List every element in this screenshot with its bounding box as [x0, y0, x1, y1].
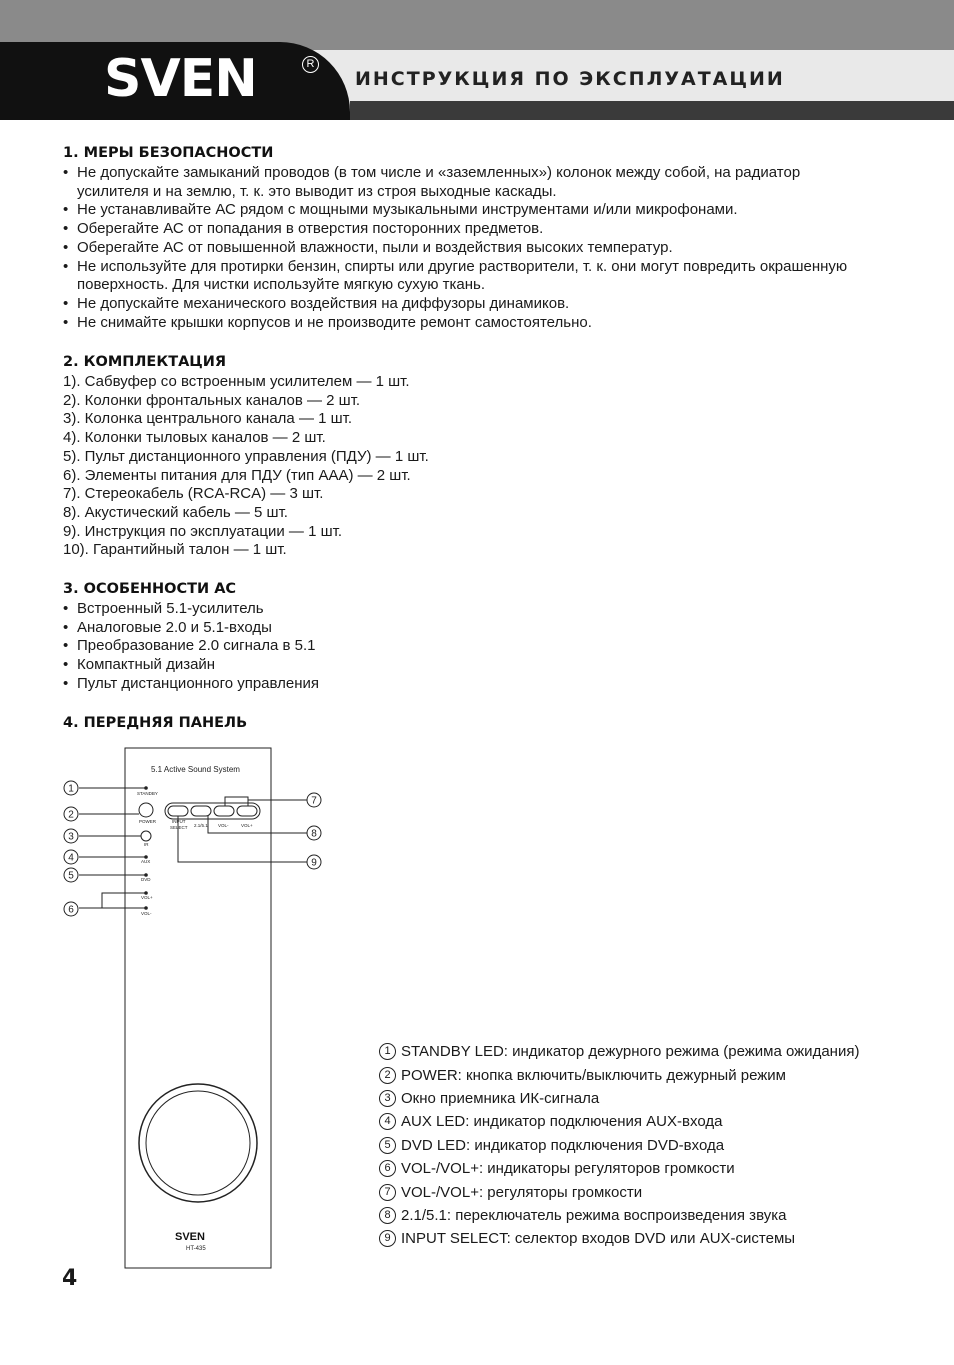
button-group-frame: [165, 803, 260, 819]
front-panel-legend: [379, 1040, 859, 1251]
list-item: • Не устанавливайте АС рядом с мощными музыкальными инструментами и/или микрофонами.: [63, 201, 847, 220]
page-title: ИНСТРУКЦИЯ ПО ЭКСПЛУАТАЦИИ: [355, 68, 785, 90]
panel-model: HT-435: [186, 1246, 206, 1252]
legend-text: Окно приемника ИК-сигнала: [401, 1089, 600, 1107]
list-item: • Не снимайте крышки корпусов и не производите ремонт самостоятельно.: [63, 314, 847, 333]
legend-item: [379, 1227, 859, 1250]
legend-item: [379, 1180, 859, 1203]
standby-led: [144, 786, 148, 790]
legend-number: 7: [379, 1184, 396, 1201]
list-item: • Не допускайте механического воздействия на диффузоры динамиков.: [63, 295, 847, 314]
power-button: [139, 803, 153, 817]
list-item: 9). Инструкция по эксплуатации — 1 шт.: [63, 522, 342, 540]
legend-number: 4: [379, 1113, 396, 1130]
ir-window: [141, 831, 151, 841]
button-vol-minus: [214, 806, 234, 816]
list-item: • Оберегайте АС от попадания в отверстия посторонних предметов.: [63, 220, 847, 239]
legend-text: 2.1/5.1: переключатель режима воспроизведения звука: [401, 1206, 787, 1224]
list-item-continuation: поверхность. Для чистки используйте мягкую сухую ткань.: [77, 276, 486, 294]
panel-title: 5.1 Active Sound System: [151, 765, 240, 774]
legend-item: [379, 1110, 859, 1133]
list-item: 8). Акустический кабель — 5 шт.: [63, 503, 288, 521]
list-item: 2). Колонки фронтальных каналов — 2 шт.: [63, 391, 361, 409]
legend-number: 9: [379, 1230, 396, 1247]
legend-item: [379, 1157, 859, 1180]
list-item: • Компактный дизайн: [63, 656, 319, 675]
label-standby: STANDBY: [137, 791, 158, 796]
legend-text: STANDBY LED: индикатор дежурного режима (режима ожидания): [401, 1043, 860, 1061]
legend-text: VOL-/VOL+: индикаторы регуляторов громкости: [401, 1160, 735, 1178]
callout-6: 6: [68, 904, 74, 916]
section-title-front-panel: 4. ПЕРЕДНЯЯ ПАНЕЛЬ: [63, 715, 248, 731]
label-aux: AUX: [141, 859, 151, 864]
list-item: 7). Стереокабель (RCA-RCA) — 3 шт.: [63, 485, 324, 503]
registered-mark: R: [302, 56, 319, 73]
label-select: SELECT: [170, 825, 188, 830]
legend-number: 8: [379, 1207, 396, 1224]
button-vol-plus: [237, 806, 257, 816]
legend-number: 1: [379, 1043, 396, 1060]
list-item: 1). Сабвуфер со встроенным усилителем — 1 шт.: [63, 373, 410, 390]
list-item: • Встроенный 5.1-усилитель: [63, 600, 319, 619]
label-dvd: DVD: [141, 877, 151, 882]
vol-minus-led: [144, 906, 148, 910]
label-vol-plus: VOL+: [141, 895, 153, 900]
button-mode: [191, 806, 211, 816]
list-item: 10). Гарантийный талон — 1 шт.: [63, 541, 287, 559]
panel-logo: SVEN: [175, 1231, 205, 1243]
label-input: INPUT: [172, 819, 186, 824]
list-item: • Оберегайте АС от повышенной влажности, пыли и воздействия высоких температур.: [63, 239, 847, 258]
legend-text: POWER: кнопка включить/выключить дежурный режим: [401, 1066, 786, 1084]
list-item: • Аналоговые 2.0 и 5.1-входы: [63, 619, 319, 638]
label-btn-vol-minus: VOL-: [218, 823, 229, 828]
legend-item: [379, 1134, 859, 1157]
label-btn-vol-plus: VOL+: [241, 823, 253, 828]
legend-number: 3: [379, 1090, 396, 1107]
section-title-features: 3. ОСОБЕННОСТИ АС: [63, 581, 237, 597]
legend-text: AUX LED: индикатор подключения AUX-входа: [401, 1113, 723, 1131]
legend-item: [379, 1063, 859, 1086]
page-number: 4: [62, 1266, 78, 1291]
list-item: • Не используйте для протирки бензин, спирты или другие растворители, т. к. они могут повредить окрашенную: [63, 258, 847, 277]
list-item: 3). Колонка центрального канала — 1 шт.: [63, 410, 353, 428]
brand-logo: SVEN: [104, 49, 257, 109]
legend-number: 5: [379, 1137, 396, 1154]
legend-text: DVD LED: индикатор подключения DVD-входа: [401, 1136, 725, 1154]
list-item: 4). Колонки тыловых каналов — 2 шт.: [63, 429, 326, 447]
callout-7: 7: [311, 795, 317, 807]
list-item: 5). Пульт дистанционного управления (ПДУ) — 1 шт.: [63, 447, 429, 465]
callout-8: 8: [311, 828, 317, 840]
callout-3: 3: [68, 831, 74, 843]
callout-1: 1: [68, 783, 74, 795]
label-power: POWER: [139, 819, 157, 824]
callout-2: 2: [68, 809, 74, 821]
list-item: • Пульт дистанционного управления: [63, 675, 319, 694]
legend-number: 6: [379, 1160, 396, 1177]
button-input-select: [168, 806, 188, 816]
list-item: • Не допускайте замыканий проводов (в том числе и «заземленных») колонок между собой, на радиатор: [63, 164, 847, 183]
list-item-continuation: усилителя и на землю, т. к. это выводит из строя выходные каскады.: [77, 182, 557, 200]
callout-4: 4: [68, 852, 74, 864]
woofer-inner: [146, 1091, 250, 1195]
woofer-outer: [139, 1084, 257, 1202]
legend-item: [379, 1040, 859, 1063]
label-mode: 2.1/5.1: [194, 823, 208, 828]
legend-item: [379, 1087, 859, 1110]
callouts: [64, 781, 321, 916]
callout-9: 9: [311, 857, 317, 869]
label-vol-minus: VOL-: [141, 911, 152, 916]
callout-5: 5: [68, 870, 74, 882]
legend-text: INPUT SELECT: селектор входов DVD или AUX-системы: [401, 1230, 796, 1248]
legend-text: VOL-/VOL+: регуляторы громкости: [401, 1183, 643, 1201]
section-title-contents: 2. КОМПЛЕКТАЦИЯ: [63, 354, 227, 370]
list-item: • Преобразование 2.0 сигнала в 5.1: [63, 637, 319, 656]
list-item: 6). Элементы питания для ПДУ (тип ААА) — 2 шт.: [63, 466, 411, 484]
legend-item: [379, 1204, 859, 1227]
label-ir: IR: [144, 842, 149, 847]
legend-number: 2: [379, 1067, 396, 1084]
section-title-safety: 1. МЕРЫ БЕЗОПАСНОСТИ: [63, 145, 274, 161]
